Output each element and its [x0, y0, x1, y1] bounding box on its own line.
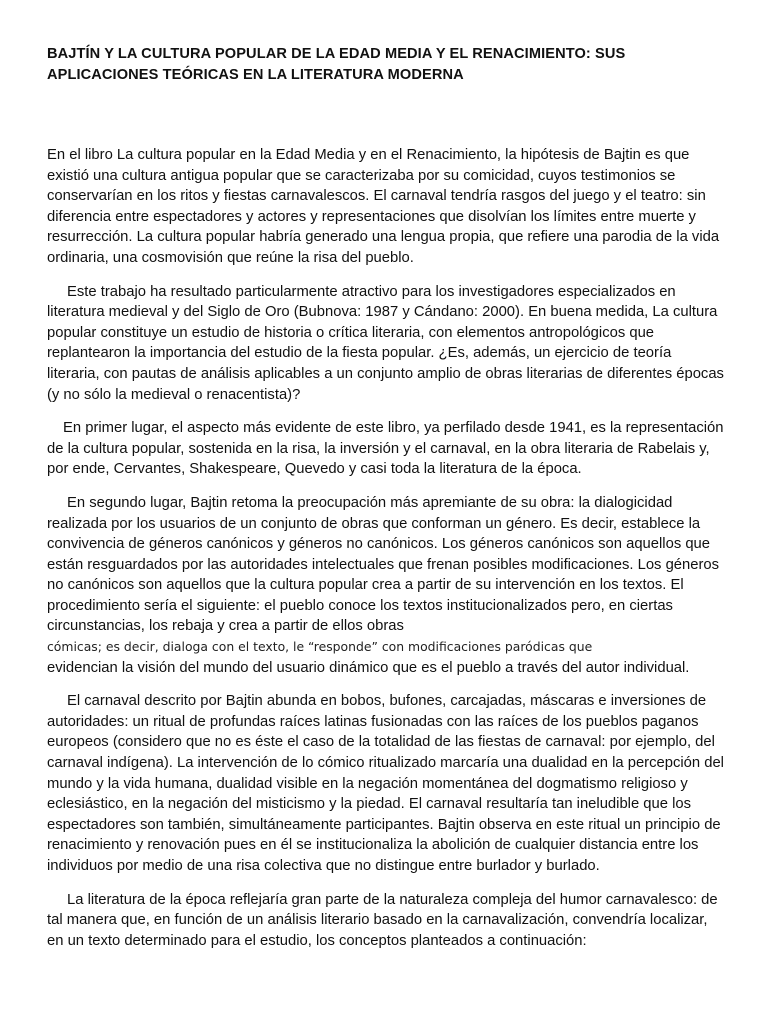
document-title: BAJTÍN Y LA CULTURA POPULAR DE LA EDAD MEDIA Y EL RENACIMIENTO: SUS APLICACIONES TEÓRICAS EN LA LITERATURA MODERNA	[47, 46, 626, 83]
paragraph-1: En el libro La cultura popular en la Edad Media y en el Renacimiento, la hipótesis de Bajtin es que existió una cultura antigua popular que se caracterizaba por su comicidad, cuyos testimonios se conservarían en los ritos y fiestas carnavalescos. El carnaval tendría rasgos del juego y el teatro: sin diferencia entre espectadores y actores y representaciones que disolvían los límites entre muerte y resurrección. La cultura popular habría generado una lengua propia, que refiere una parodia de la vida ordinaria, una cosmovisión que reúne la risa del pueblo.	[47, 147, 720, 266]
paragraph-3: En primer lugar, el aspecto más evidente de este libro, ya perfilado desde 1941, es la representación de la cultura popular, sostenida en la risa, la inversión y el carnaval, en la obra literaria de Rabelais y, por ende, Cervantes, Shakespeare, Quevedo y casi toda la literatura de la época.	[47, 420, 724, 478]
paragraph-6: La literatura de la época reflejaría gran parte de la naturaleza compleja del humor carnavalesco: de tal manera que, en función de un análisis literario basado en la carnavalización, convendría localizar, en un texto determinado para el estudio, los conceptos planteados a continuación:	[47, 891, 718, 949]
paragraph-2: Este trabajo ha resultado particularmente atractivo para los investigadores especializados en literatura medieval y del Siglo de Oro (Bubnova: 1987 y Cándano: 2000). En buena medida, La cultura popular constituye un estudio de historia o crítica literaria, con elementos antropológicos que replantearon la importancia del estudio de la fiesta popular. ¿Es, además, un ejercicio de teoría literaria, con pautas de análisis aplicables a un conjunto amplio de obras literarias de diferentes épocas (y no sólo la medieval o renacentista)?	[47, 283, 724, 403]
paragraph-4-end: evidencian la visión del mundo del usuario dinámico que es el pueblo a través del autor individual.	[47, 659, 690, 676]
paragraph-4-mono-line: cómicas; es decir, dialoga con el texto, le “responde” con modificaciones paródicas que	[47, 639, 593, 655]
document-body	[47, 145, 727, 951]
document-page	[47, 44, 727, 964]
paragraph-4	[47, 493, 727, 678]
paragraph-5: El carnaval descrito por Bajtin abunda en bobos, bufones, carcajadas, máscaras e inversiones de autoridades: un ritual de profundas raíces latinas fusionadas con las raíces de los pueblos paganos europeos (considero que no es éste el caso de la totalidad de las fiestas de carnaval: por ejemplo, del carnaval indígena). La intervención de lo cómico ritualizado marcaría una dualidad en la percepción del mundo y la vida humana, dualidad visible en la negación momentánea del dogmatismo religioso y eclesiástico, en la negación del misticismo y la piedad. El carnaval resultaría tan ineludible que los espectadores son también, simultáneamente participantes. Bajtin observa en este ritual un principio de renacimiento y renovación pues en él se institucionaliza la abolición de cualquier distancia entre los individuos por medio de una risa colectiva que no distingue entre burlador y burlado.	[47, 693, 724, 874]
paragraph-4-text: En segundo lugar, Bajtin retoma la preocupación más apremiante de su obra: la dialogicidad realizada por los usuarios de un conjunto de obras que conforman un género. Es decir, establece la convivencia de géneros canónicos y géneros no canónicos. Los géneros canónicos son aquellos que están resguardados por las autoridades intelectuales que frenan posibles modificaciones. Los géneros no canónicos son aquellos que la cultura popular crea a partir de su intervención en los textos. El procedimiento sería el siguiente: el pueblo conoce los textos institucionalizados pero, en ciertas circunstancias, los rebaja y crea a partir de ellos obras	[47, 494, 720, 635]
